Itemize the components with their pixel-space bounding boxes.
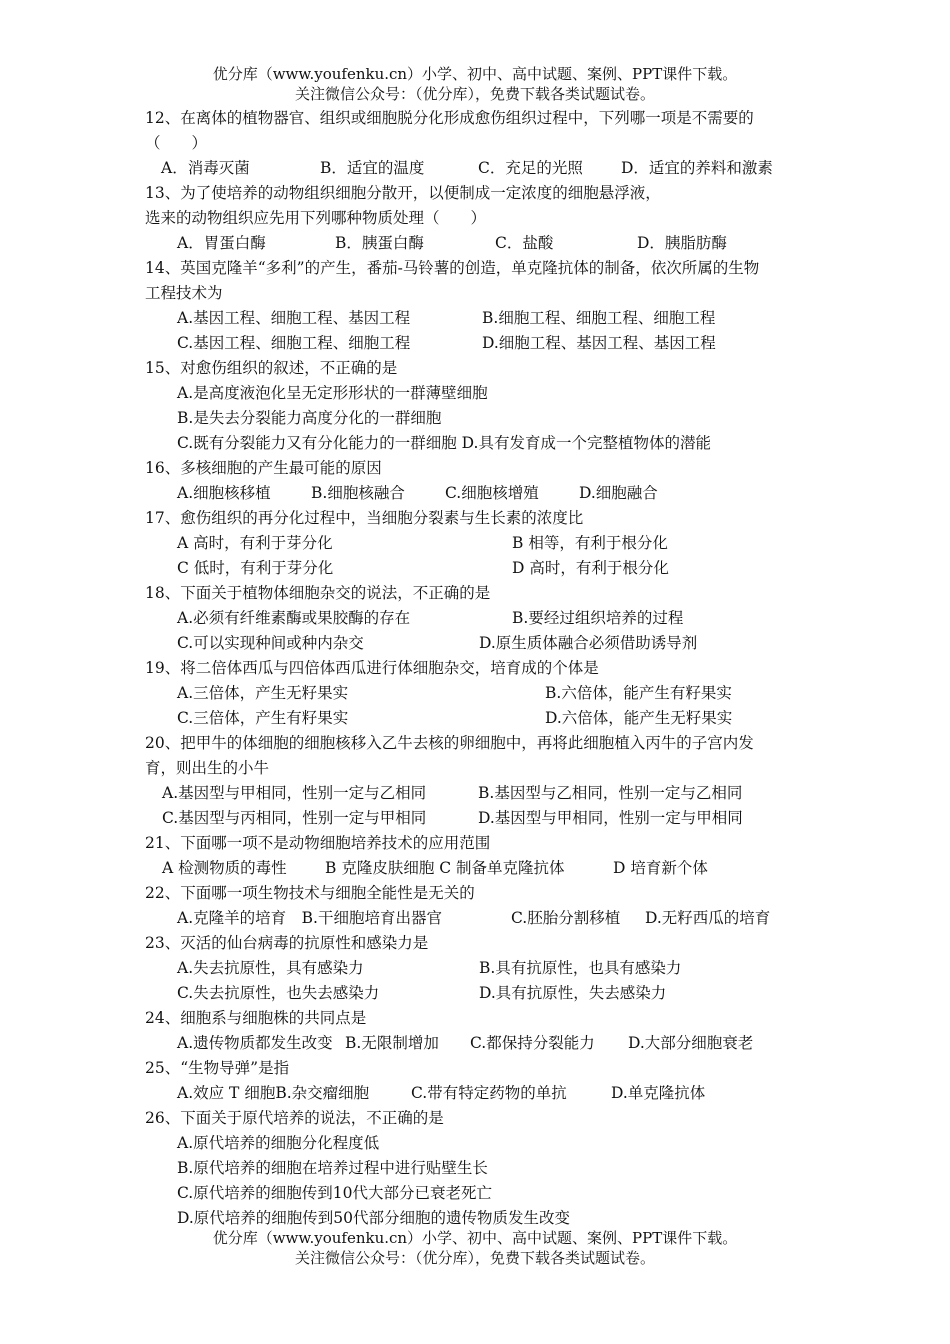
option-d: D.具有抗原性，失去感染力: [479, 984, 667, 1002]
option-cd: C.既有分裂能力又有分化能力的一群细胞 D.具有发育成一个完整植物体的潜能: [177, 434, 711, 452]
option-d: D.细胞融合: [579, 484, 658, 502]
option-c: C．充足的光照: [478, 159, 583, 177]
option-c: C.胚胎分割移植: [511, 909, 621, 927]
option-b: B.基因型与乙相同，性别一定与乙相同: [478, 784, 743, 802]
question-13-stem-cont: 选来的动物组织应先用下列哪种物质处理（ ）: [145, 209, 487, 227]
question-16-stem: 16、多核细胞的产生最可能的原因: [145, 459, 382, 477]
option-a: A 检测物质的毒性: [162, 859, 287, 877]
option-c: C.原代培养的细胞传到10代大部分已衰老死亡: [177, 1184, 492, 1202]
option-d: D.大部分细胞衰老: [628, 1034, 754, 1052]
option-a: A.细胞核移植: [177, 484, 271, 502]
option-a: A.基因工程、细胞工程、基因工程: [177, 309, 411, 327]
option-a: A.必须有纤维素酶或果胶酶的存在: [177, 609, 411, 627]
option-c: C.都保持分裂能力: [470, 1034, 595, 1052]
option-c: C 低时，有利于芽分化: [177, 559, 334, 577]
question-19-stem: 19、将二倍体西瓜与四倍体西瓜进行体细胞杂交，培育成的个体是: [145, 659, 599, 677]
question-16-options: [145, 481, 817, 506]
question-19-options-cd: [145, 706, 817, 731]
option-c: C．盐酸: [495, 234, 554, 252]
header-line-2: 关注微信公众号：（优分库），免费下载各类试题试卷。: [294, 85, 655, 103]
option-c: C.基因工程、细胞工程、细胞工程: [177, 334, 411, 352]
option-b: B．适宜的温度: [320, 159, 425, 177]
question-18-options-ab: [145, 606, 817, 631]
question-19-options-ab: [145, 681, 817, 706]
option-b: B.要经过组织培养的过程: [512, 609, 684, 627]
question-20-stem: 20、把甲牛的体细胞的细胞核移入乙牛去核的卵细胞中，再将此细胞植入丙牛的子宫内发: [145, 734, 754, 752]
option-b: B.是失去分裂能力高度分化的一群细胞: [177, 409, 442, 427]
option-b: B.细胞工程、细胞工程、细胞工程: [482, 309, 716, 327]
option-b: B 相等，有利于根分化: [512, 534, 668, 552]
question-12-stem-cont: （ ）: [145, 134, 208, 152]
option-d: D．适宜的养料和激素: [621, 159, 773, 177]
page-header: [0, 64, 950, 104]
question-18-options-cd: [145, 631, 817, 656]
question-17-stem: 17、愈伤组织的再分化过程中，当细胞分裂素与生长素的浓度比: [145, 509, 584, 527]
option-a: A．胃蛋白酶: [177, 234, 266, 252]
option-b: B.六倍体，能产生有籽果实: [545, 684, 732, 702]
header-line-1: 优分库（www.youfenku.cn）小学、初中、高中试题、案例、PPT课件下载。: [212, 65, 738, 83]
question-13-options: [145, 231, 817, 256]
question-20-options-cd: [145, 806, 817, 831]
question-17-options-ab: [145, 531, 817, 556]
option-ab: A.克隆羊的培育 B.干细胞培育出器官: [177, 909, 442, 927]
question-23-options-ab: [145, 956, 817, 981]
question-21-stem: 21、下面哪一项不是动物细胞培养技术的应用范围: [145, 834, 491, 852]
question-22-options: [145, 906, 817, 931]
option-c: C.细胞核增殖: [445, 484, 539, 502]
question-14-options-ab: [145, 306, 817, 331]
question-20-stem-cont: 育，则出生的小牛: [145, 759, 270, 777]
question-list: [145, 106, 817, 1231]
question-25-stem: 25、“生物导弹”是指: [145, 1059, 290, 1077]
question-24-options: [145, 1031, 817, 1056]
option-a: A.遗传物质都发生改变: [177, 1034, 333, 1052]
option-ab: A.效应 T 细胞B.杂交瘤细胞: [177, 1084, 370, 1102]
footer-line-1: 优分库（www.youfenku.cn）小学、初中、高中试题、案例、PPT课件下载。: [212, 1229, 738, 1247]
option-c: C.带有特定药物的单抗: [411, 1084, 567, 1102]
question-18-stem: 18、下面关于植物体细胞杂交的说法，不正确的是: [145, 584, 491, 602]
option-d: D.细胞工程、基因工程、基因工程: [482, 334, 716, 352]
option-c: C.可以实现种间或种内杂交: [177, 634, 364, 652]
question-20-options-ab: [145, 781, 817, 806]
option-b: B．胰蛋白酶: [335, 234, 424, 252]
option-a: A．消毒灭菌: [161, 159, 250, 177]
question-26-stem: 26、下面关于原代培养的说法，不正确的是: [145, 1109, 444, 1127]
question-14-stem-cont: 工程技术为: [145, 284, 223, 302]
option-d: D.原代培养的细胞传到50代部分细胞的遗传物质发生改变: [177, 1209, 571, 1227]
option-a: A.原代培养的细胞分化程度低: [177, 1134, 380, 1152]
option-d: D.无籽西瓜的培育: [645, 909, 771, 927]
question-23-stem: 23、灭活的仙台病毒的抗原性和感染力是: [145, 934, 429, 952]
option-b: B.具有抗原性，也具有感染力: [479, 959, 682, 977]
option-c: C.失去抗原性，也失去感染力: [177, 984, 380, 1002]
question-24-stem: 24、细胞系与细胞株的共同点是: [145, 1009, 367, 1027]
question-17-options-cd: [145, 556, 817, 581]
option-d: D．胰脂肪酶: [637, 234, 727, 252]
option-d: D 培育新个体: [613, 859, 708, 877]
option-d: D.原生质体融合必须借助诱导剂: [479, 634, 698, 652]
option-a: A.失去抗原性，具有感染力: [177, 959, 364, 977]
question-12-stem: 12、在离体的植物器官、组织或细胞脱分化形成愈伤组织过程中，下列哪一项是不需要的: [145, 109, 754, 127]
option-c: C.基因型与丙相同，性别一定与甲相同: [162, 809, 427, 827]
option-b: B.原代培养的细胞在培养过程中进行贴壁生长: [177, 1159, 488, 1177]
option-b: B.无限制增加: [345, 1034, 439, 1052]
question-14-stem: 14、英国克隆羊“多利”的产生，番茄-马铃薯的创造，单克隆抗体的制备，依次所属的生物: [145, 259, 760, 277]
option-d: D.基因型与甲相同，性别一定与甲相同: [478, 809, 743, 827]
question-13-stem: 13、为了使培养的动物组织细胞分散开，以便制成一定浓度的细胞悬浮液，: [145, 184, 661, 202]
option-bc: B 克隆皮肤细胞 C 制备单克隆抗体: [325, 859, 565, 877]
question-14-options-cd: [145, 331, 817, 356]
option-c: C.三倍体，产生有籽果实: [177, 709, 349, 727]
question-23-options-cd: [145, 981, 817, 1006]
question-15-stem: 15、对愈伤组织的叙述，不正确的是: [145, 359, 398, 377]
footer-line-2: 关注微信公众号：（优分库），免费下载各类试题试卷。: [294, 1249, 655, 1267]
option-b: B.细胞核融合: [311, 484, 405, 502]
option-d: D.单克隆抗体: [611, 1084, 706, 1102]
option-d: D 高时，有利于根分化: [512, 559, 669, 577]
question-21-options: [145, 856, 817, 881]
option-a: A.三倍体，产生无籽果实: [177, 684, 349, 702]
option-a: A.基因型与甲相同，性别一定与乙相同: [162, 784, 427, 802]
option-a: A 高时，有利于芽分化: [177, 534, 333, 552]
question-22-stem: 22、下面哪一项生物技术与细胞全能性是无关的: [145, 884, 475, 902]
question-25-options: [145, 1081, 817, 1106]
option-a: A.是高度液泡化呈无定形形状的一群薄壁细胞: [177, 384, 488, 402]
question-12-options: [145, 156, 817, 181]
option-d: D.六倍体，能产生无籽果实: [545, 709, 733, 727]
page-footer: [0, 1228, 950, 1268]
